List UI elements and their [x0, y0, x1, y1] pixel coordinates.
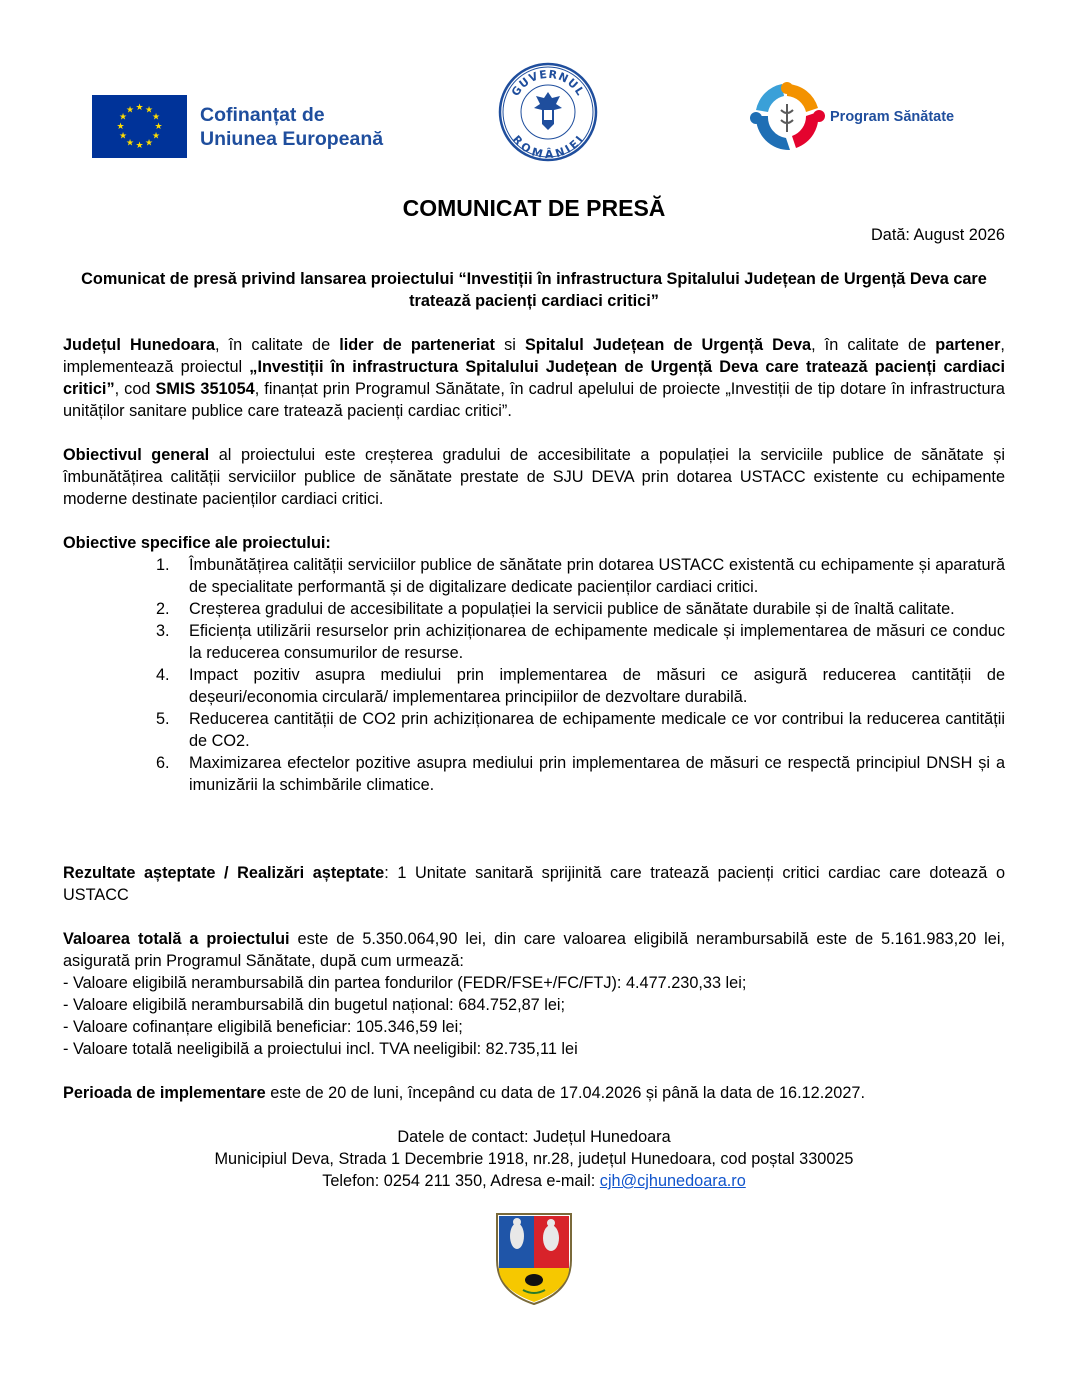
specific-objectives-list: [63, 554, 1005, 796]
general-objective-paragraph: [63, 444, 1005, 510]
specific-objectives-title: Obiective specifice ale proiectului:: [63, 534, 331, 552]
list-item-text: Impact pozitiv asupra mediului prin implementarea de măsuri ce asigură reducerea cantității de deșeuri/economia circulară/ implementarea principiilor de dezvoltare durabilă.: [189, 666, 1005, 706]
implementation-period-label: Perioada de implementare: [63, 1084, 266, 1102]
intro-text: SMIS 351054: [155, 380, 255, 398]
list-item-text: Reducerea cantității de CO2 prin achiziționarea de echipamente medicale ce vor contribui la reducerea cantității de CO2.: [189, 710, 1005, 750]
value-line: - Valoare totală neeligibilă a proiectului incl. TVA neeligibil: 82.735,11 lei: [63, 1040, 578, 1058]
list-item: [63, 752, 1005, 796]
gov-seal-top-text: GUVERNUL: [508, 67, 588, 99]
program-sanatate-label: Program Sănătate: [830, 109, 955, 125]
list-item-number: 6.: [156, 754, 170, 772]
intro-text: partener: [935, 336, 1001, 354]
svg-text:★: ★: [144, 138, 154, 149]
page-title: COMUNICAT DE PRESĂ: [402, 195, 666, 221]
value-line: - Valoare cofinanțare eligibilă beneficiar: 105.346,59 lei;: [63, 1018, 463, 1036]
contact-phone-text: Telefon: 0254 211 350, Adresa e-mail:: [322, 1172, 600, 1190]
project-value-label: Valoarea totală a proiectului: [63, 930, 290, 948]
intro-text: , finanțat prin Programul Sănătate, în cadrul apelului de proiecte „Investiții de tip dotare în infrastructura unităților sanitare publice care tratează pacienți cardiac critici”.: [63, 380, 1005, 420]
eu-label-line1: Cofinanțat de: [200, 103, 325, 126]
intro-text: lider de parteneriat: [339, 336, 495, 354]
contact-email-link[interactable]: cjh@cjhunedoara.ro: [599, 1172, 746, 1190]
hunedoara-coat-of-arms-icon: [493, 1210, 575, 1306]
list-item: [63, 708, 1005, 752]
list-item-text: Maximizarea efectelor pozitive asupra mediului prin implementarea de măsuri ce respectă principiul DNSH și a imunizării la schimbările climatice.: [189, 754, 1005, 794]
contact-line-3: [0, 1170, 1068, 1192]
expected-results-label: Rezultate așteptate / Realizări așteptate: [63, 864, 385, 882]
svg-text:★: ★: [135, 103, 144, 113]
list-item: [63, 620, 1005, 664]
intro-text: , implementează proiectul: [63, 336, 1005, 376]
list-item-text: Creșterea gradului de accesibilitate a populației la servicii publice de sănătate durabile și de înaltă calitate.: [189, 600, 955, 618]
program-sanatate-logo: [746, 76, 954, 158]
list-item: [63, 664, 1005, 708]
project-value-text: este de 5.350.064,90 lei, din care valoarea eligibilă nerambursabilă este de 5.161.983,20 lei, asigurată prin Programul Sănătate, după cum urmează:: [63, 930, 1005, 970]
value-line: - Valoare eligibilă nerambursabilă din partea fondurilor (FEDR/FSE+/FC/FTJ): 4.477.230,33 lei;: [63, 974, 747, 992]
intro-paragraph: [63, 334, 1005, 422]
svg-text:★: ★: [151, 131, 161, 142]
expected-results-paragraph: [63, 862, 1005, 906]
svg-text:★: ★: [125, 105, 135, 116]
intro-text: , cod: [114, 380, 156, 398]
header-logos: [0, 62, 1068, 172]
project-value-paragraph: [63, 928, 1005, 1060]
intro-text: , în calitate de: [215, 336, 340, 354]
contact-line-2: Municipiul Deva, Strada 1 Decembrie 1918, nr.28, județul Hunedoara, cod poștal 330025: [214, 1150, 854, 1168]
contact-line-1: Datele de contact: Județul Hunedoara: [397, 1128, 671, 1146]
release-subtitle: Comunicat de presă privind lansarea proiectului “Investiții în infrastructura Spitalului Județean de Urgență Deva care tratează pacienți cardiaci critici”: [81, 270, 987, 310]
government-seal-logo: [498, 62, 598, 162]
svg-text:★: ★: [118, 112, 128, 123]
intro-text: „Investiții în infrastructura Spitalului Județean de Urgență Deva care tratează pacienți cardiaci critici”: [63, 358, 1005, 398]
program-sanatate-icon: [746, 76, 828, 158]
eu-flag-icon: [92, 95, 187, 158]
list-item: [63, 554, 1005, 598]
general-objective-label: Obiectivul general: [63, 446, 210, 464]
eu-cofinancing-logo: [92, 95, 383, 158]
svg-text:★: ★: [125, 138, 135, 149]
svg-text:★: ★: [151, 112, 161, 123]
list-item-number: 1.: [156, 556, 170, 574]
svg-text:★: ★: [144, 105, 154, 116]
svg-text:★: ★: [135, 141, 144, 151]
value-line: - Valoare eligibilă nerambursabilă din bugetul național: 684.752,87 lei;: [63, 996, 566, 1014]
list-item-number: 4.: [156, 666, 170, 684]
general-objective-text: al proiectului este creșterea gradului de accesibilitate a populației la serviciile publice de sănătate și îmbunătățirea calității serviciilor publice de sănătate prestate de SJU DEVA prin dotarea USTACC existente cu echipamente moderne destinate pacienților cardiaci critici.: [63, 446, 1006, 508]
intro-text: Județul Hunedoara: [63, 336, 216, 354]
list-item-number: 3.: [156, 622, 170, 640]
eu-label-line2: Uniunea Europeană: [200, 127, 384, 150]
release-date: Dată: August 2026: [871, 226, 1005, 244]
list-item-number: 2.: [156, 600, 170, 618]
list-item: [63, 598, 1005, 620]
list-item-number: 5.: [156, 710, 170, 728]
gov-seal-bottom-text: ROMÂNIEI: [509, 132, 587, 162]
implementation-period-paragraph: [63, 1082, 1005, 1104]
expected-results-text: : 1 Unitate sanitară sprijinită care tratează pacienți critici cardiac care dotează o USTACC: [63, 864, 1005, 904]
svg-text:★: ★: [118, 131, 128, 142]
intro-text: si: [494, 336, 525, 354]
implementation-period-text: este de 20 de luni, începând cu data de 17.04.2026 și până la data de 16.12.2027.: [265, 1084, 865, 1102]
list-item-text: Eficiența utilizării resurselor prin achiziționarea de echipamente medicale și implementarea de măsuri ce conduc la reducerea consumurilor de resurse.: [189, 622, 1005, 662]
svg-text:★: ★: [154, 122, 163, 132]
svg-text:★: ★: [116, 122, 125, 132]
intro-text: , în calitate de: [811, 336, 936, 354]
intro-text: Spitalul Județean de Urgență Deva: [524, 336, 812, 354]
list-item-text: Îmbunătățirea calității serviciilor publice de sănătate prin dotarea USTACC existentă cu echipamente și aparatură de specialitate performantă și de digitalizare dedicate pacienților cardiaci critici.: [189, 556, 1005, 596]
contact-block: [0, 1126, 1068, 1192]
